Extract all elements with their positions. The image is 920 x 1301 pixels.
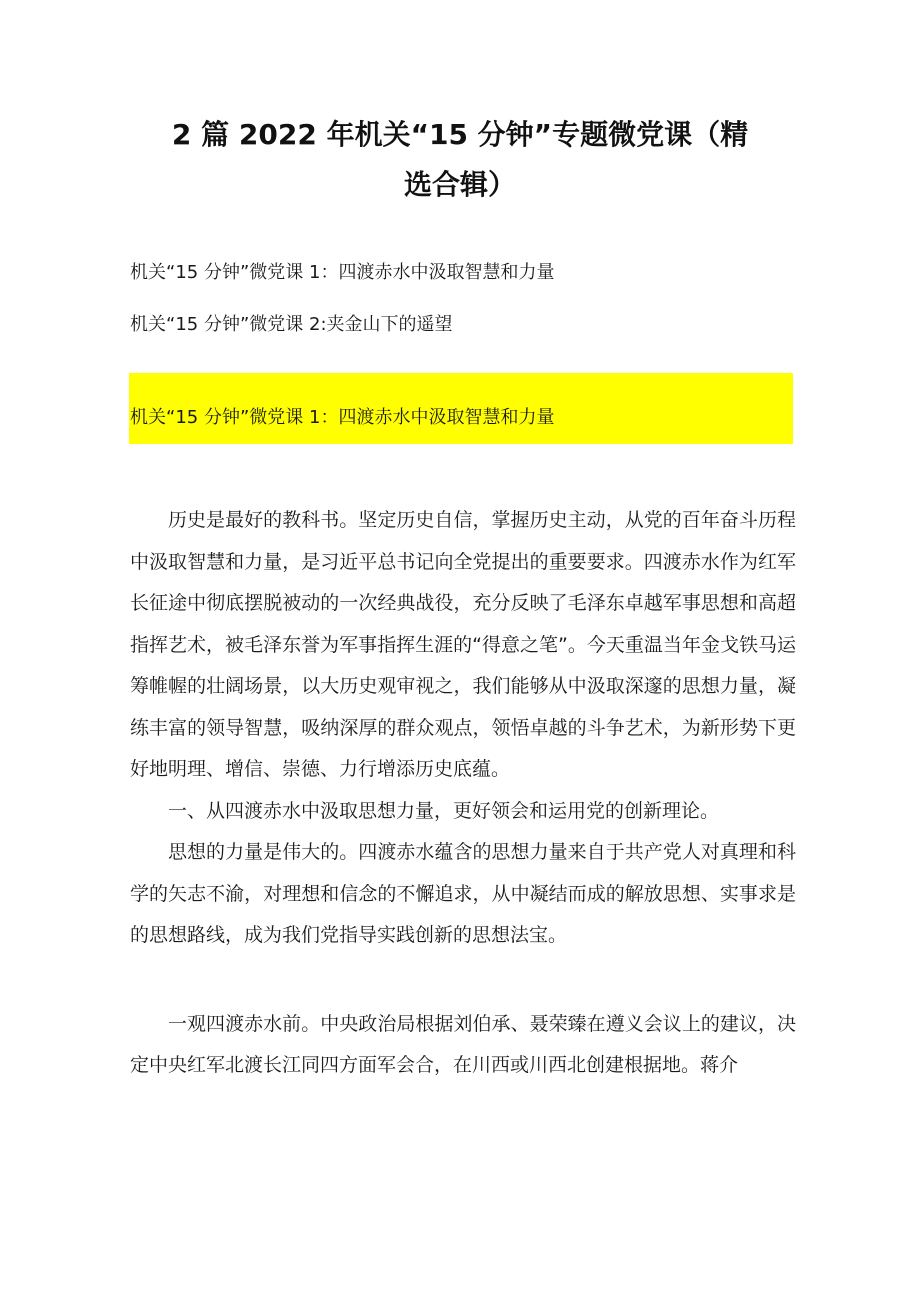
paragraph-first-look: 一观四渡赤水前。中央政治局根据刘伯承、聂荣臻在遵义会议上的建议，决定中央红军北渡长江同四方面军会合，在川西或川西北创建根据地。蒋介 (130, 1012, 796, 1076)
document-body (130, 500, 796, 1087)
document-title (130, 110, 790, 210)
paragraph-heading-1: 一、从四渡赤水中汲取思想力量，更好领会和运用党的创新理论。 (168, 799, 720, 822)
title-line-2: 选合辑） (403, 168, 516, 201)
section-heading: 机关“15 分钟”微党课 1：四渡赤水中汲取智慧和力量 (130, 407, 555, 428)
table-of-contents (130, 260, 790, 364)
title-line-1: 2 篇 2022 年机关“15 分钟”专题微党课（精 (171, 118, 749, 151)
paragraph-gap (130, 957, 796, 1004)
toc-item-2: 机关“15 分钟”微党课 2:夹金山下的遥望 (130, 314, 453, 335)
highlighted-section-heading (129, 373, 793, 444)
toc-item-1: 机关“15 分钟”微党课 1：四渡赤水中汲取智慧和力量 (130, 262, 555, 283)
paragraph-thought: 思想的力量是伟大的。四渡赤水蕴含的思想力量来自于共产党人对真理和科学的矢志不渝，对理想和信念的不懈追求，从中凝结而成的解放思想、实事求是的思想路线，成为我们党指导实践创新的思想法宝。 (130, 841, 796, 946)
paragraph-intro: 历史是最好的教科书。坚定历史自信，掌握历史主动，从党的百年奋斗历程中汲取智慧和力量，是习近平总书记向全党提出的重要要求。四渡赤水作为红军长征途中彻底摆脱被动的一次经典战役，充分反映了毛泽东卓越军事思想和高超指挥艺术，被毛泽东誉为军事指挥生涯的“得意之笔”。今天重温当年金戈铁马运筹帷幄的壮阔场景，以大历史观审视之，我们能够从中汲取深邃的思想力量，凝练丰富的领导智慧，吸纳深厚的群众观点，领悟卓越的斗争艺术，为新形势下更好地明理、增信、崇德、力行增添历史底蕴。 (130, 509, 796, 780)
